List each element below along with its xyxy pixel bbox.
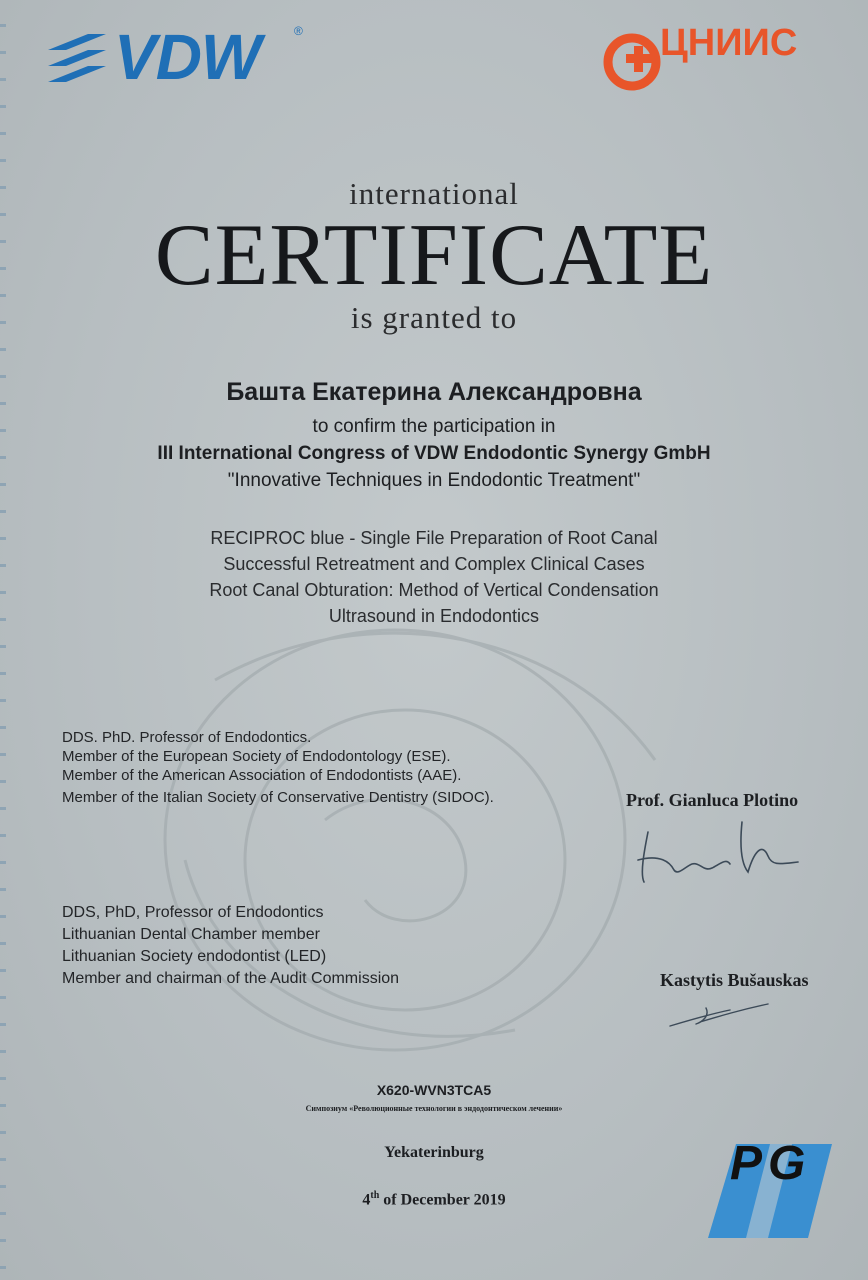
cniis-logo-text: ЦНИИС <box>660 22 798 64</box>
symposium-line: Симпозиум «Революционные технологии в эндодонтическом лечении» <box>305 1104 563 1113</box>
qualification-line: DDS. PhD. Professor of Endodontics. <box>62 729 312 746</box>
topic-item: Successful Retreatment and Complex Clinical Cases <box>223 554 645 574</box>
pg-logo-text: PG <box>730 1137 812 1190</box>
qualification-line: DDS, PhD, Professor of Endodontics <box>62 904 324 921</box>
signatory-2-signature <box>660 996 780 1036</box>
certificate-code: X620-WVN3TCA5 <box>376 1082 492 1098</box>
cniis-logo <box>600 22 830 92</box>
post-title: is granted to <box>350 300 518 335</box>
qualification-line: Member of the American Association of Endodontists (AAE). <box>62 767 462 784</box>
signatory-2-name: Kastytis Bušauskas <box>660 970 809 990</box>
topic-item: RECIPROC blue - Single File Preparation of Root Canal <box>210 528 658 548</box>
date-rest: of December 2019 <box>379 1191 506 1209</box>
qualification-line: Lithuanian Society endodontist (LED) <box>62 948 327 965</box>
registered-mark: ® <box>294 24 303 38</box>
event-line: III International Congress of VDW Endodontic Synergy GmbH <box>157 443 711 464</box>
vdw-logo <box>48 22 318 92</box>
topic-item: Ultrasound in Endodontics <box>328 606 540 626</box>
certificate-title: CERTIFICATE <box>154 207 714 304</box>
signatory-2-qualifications <box>62 902 399 990</box>
purpose-line: to confirm the participation in <box>312 416 556 437</box>
qualification-line: Member of the European Society of Endodontology (ESE). <box>62 748 451 765</box>
date-suffix: th <box>370 1190 380 1201</box>
qualification-line: Lithuanian Dental Chamber member <box>62 926 320 943</box>
recipient-name: Башта Екатерина Александровна <box>226 378 642 406</box>
vdw-logo-text: VDW <box>114 21 261 93</box>
date-day: 4 <box>362 1191 371 1209</box>
signatory-1-name: Prof. Gianluca Plotino <box>626 790 799 810</box>
qualification-line: Member and chairman of the Audit Commission <box>62 970 400 987</box>
topic-item: Root Canal Obturation: Method of Vertical Condensation <box>209 580 659 600</box>
theme-line: "Innovative Techniques in Endodontic Treatment" <box>227 470 641 491</box>
pg-logo <box>708 1137 832 1238</box>
city: Yekaterinburg <box>384 1144 484 1161</box>
qualification-line: Member of the Italian Society of Conservative Dentistry (SIDOC). <box>62 789 494 806</box>
signatory-1-signature <box>630 812 810 892</box>
pre-title: international <box>349 176 519 211</box>
signatory-1-qualifications <box>62 728 494 807</box>
